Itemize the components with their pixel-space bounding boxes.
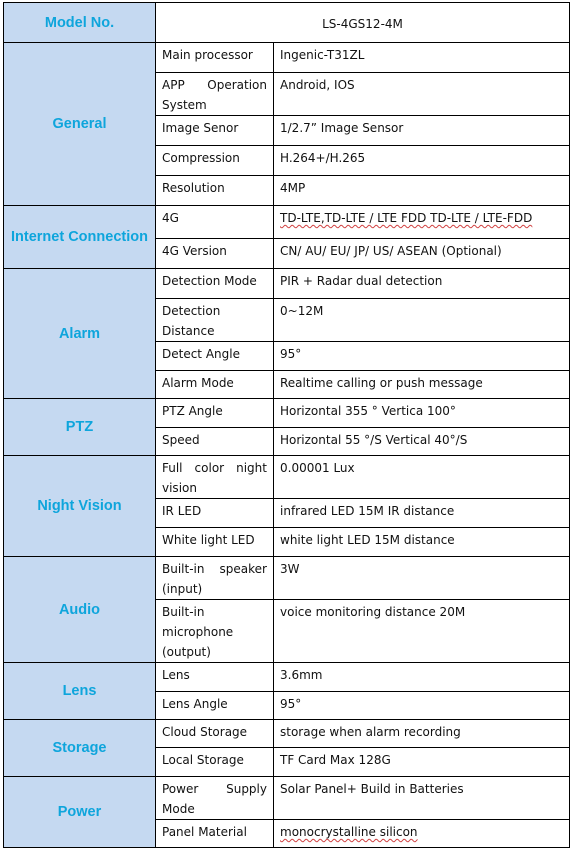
spec-value: Horizontal 355 ° Vertica 100°: [274, 399, 570, 428]
spec-label: Image Senor: [156, 116, 274, 146]
category-ptz: PTZ: [4, 399, 156, 456]
spec-label: Cloud Storage: [156, 720, 274, 748]
spec-value: CN/ AU/ EU/ JP/ US/ ASEAN (Optional): [274, 239, 570, 269]
spec-table: [3, 2, 570, 848]
category-power: Power: [4, 777, 156, 848]
table-row: [4, 43, 570, 73]
spec-value: Horizontal 55 °/S Vertical 40°/S: [274, 428, 570, 456]
category-lens: Lens: [4, 663, 156, 720]
spec-value: infrared LED 15M IR distance: [274, 499, 570, 528]
spec-label: Resolution: [156, 176, 274, 206]
spec-value: PIR + Radar dual detection: [274, 269, 570, 299]
table-row: [4, 557, 570, 600]
spec-label: Alarm Mode: [156, 371, 274, 399]
spec-value: 0.00001 Lux: [274, 456, 570, 499]
spec-label: Lens Angle: [156, 692, 274, 720]
spec-label: Main processor: [156, 43, 274, 73]
table-row: [4, 663, 570, 692]
spec-value: white light LED 15M distance: [274, 528, 570, 557]
spec-label: Speed: [156, 428, 274, 456]
model-row: [4, 3, 570, 43]
spec-value: Android, IOS: [274, 73, 570, 116]
category-night-vision: Night Vision: [4, 456, 156, 557]
category-storage: Storage: [4, 720, 156, 777]
spec-value: TF Card Max 128G: [274, 748, 570, 777]
table-row: [4, 206, 570, 239]
model-label: Model No.: [4, 3, 156, 43]
table-row: [4, 456, 570, 499]
spec-value: 4MP: [274, 176, 570, 206]
table-row: [4, 777, 570, 820]
table-row: [4, 399, 570, 428]
spec-value: 0~12M: [274, 299, 570, 342]
spec-value: 3.6mm: [274, 663, 570, 692]
spec-value: voice monitoring distance 20M: [274, 600, 570, 663]
spec-value: Ingenic-T31ZL: [274, 43, 570, 73]
spec-label: Built-in speaker (input): [156, 557, 274, 600]
spec-label: 4G: [156, 206, 274, 239]
spec-value: TD-LTE,TD-LTE / LTE FDD TD-LTE / LTE-FDD: [274, 206, 570, 239]
spec-value: Realtime calling or push message: [274, 371, 570, 399]
spec-label: Power Supply Mode: [156, 777, 274, 820]
spec-value: H.264+/H.265: [274, 146, 570, 176]
spec-label: IR LED: [156, 499, 274, 528]
spec-label: Detection Distance: [156, 299, 274, 342]
spec-label: Detect Angle: [156, 342, 274, 371]
category-internet-connection: Internet Connection: [4, 206, 156, 269]
model-value: LS-4GS12-4M: [156, 3, 570, 43]
spec-label: White light LED: [156, 528, 274, 557]
table-row: [4, 720, 570, 748]
table-row: [4, 269, 570, 299]
spec-label: Compression: [156, 146, 274, 176]
category-general: General: [4, 43, 156, 206]
spec-label: Lens: [156, 663, 274, 692]
spec-value: Solar Panel+ Build in Batteries: [274, 777, 570, 820]
spec-value: 1/2.7” Image Sensor: [274, 116, 570, 146]
spec-value: monocrystalline silicon: [274, 820, 570, 848]
spec-label: 4G Version: [156, 239, 274, 269]
spec-value: storage when alarm recording: [274, 720, 570, 748]
spec-label: APP Operation System: [156, 73, 274, 116]
spec-label: Detection Mode: [156, 269, 274, 299]
spec-label: Local Storage: [156, 748, 274, 777]
spec-label: Full color night vision: [156, 456, 274, 499]
category-alarm: Alarm: [4, 269, 156, 399]
category-audio: Audio: [4, 557, 156, 663]
spec-label: PTZ Angle: [156, 399, 274, 428]
spec-value: 95°: [274, 342, 570, 371]
spec-value: 95°: [274, 692, 570, 720]
spec-label: Built-in microphone (output): [156, 600, 274, 663]
spec-label: Panel Material: [156, 820, 274, 848]
spec-value: 3W: [274, 557, 570, 600]
